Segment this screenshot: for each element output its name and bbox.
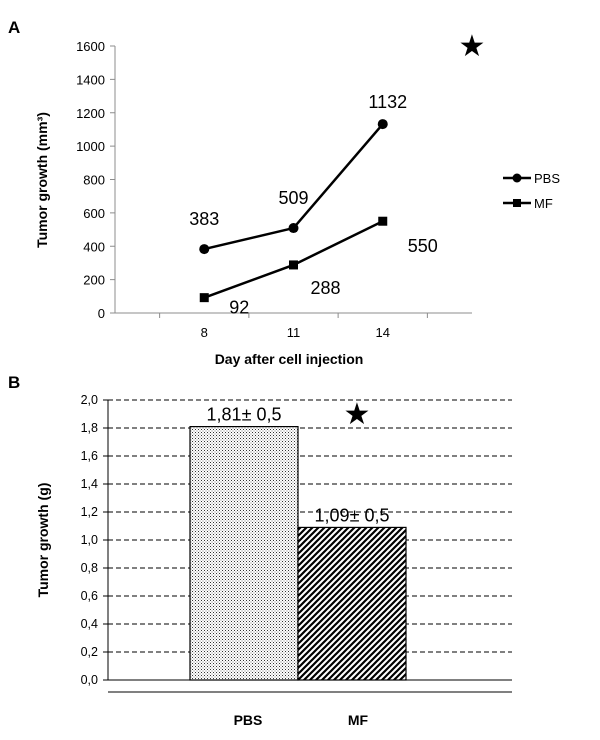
panel-b-letter: B bbox=[8, 373, 21, 392]
panel-a-data-label-mf: 92 bbox=[229, 297, 250, 318]
panel-b-y-tick-label: 0,2 bbox=[80, 645, 98, 659]
panel-b-y-tick-label: 1,8 bbox=[80, 421, 98, 435]
panel-a-point-mf bbox=[289, 260, 298, 269]
panel-a-y-tick-label: 600 bbox=[83, 205, 105, 221]
panel-a-legend bbox=[503, 171, 560, 211]
panel-b-y-tick-label: 1,0 bbox=[80, 533, 98, 547]
panel-a-y-tick-label: 1200 bbox=[76, 105, 105, 121]
panel-a-x-axis-title: Day after cell injection bbox=[214, 351, 364, 367]
panel-b-y-tick-label: 2,0 bbox=[80, 393, 98, 407]
panel-b-data-label-mf: 1,09± 0,5 bbox=[314, 505, 390, 526]
panel-a-data-label-pbs: 383 bbox=[189, 209, 220, 230]
panel-a-point-pbs bbox=[289, 223, 299, 233]
panel-b-y-tick-label: 0,4 bbox=[80, 617, 98, 631]
panel-b-y-ticks bbox=[81, 393, 108, 687]
panel-b-y-tick-label: 1,4 bbox=[80, 477, 98, 491]
panel-a-data-label-pbs: 1132 bbox=[368, 92, 408, 113]
panel-a-legend-marker-mf bbox=[513, 199, 521, 207]
panel-a-y-tick-label: 200 bbox=[83, 272, 105, 288]
panel-a-data-label-mf: 288 bbox=[310, 277, 341, 298]
panel-a-y-ticks bbox=[76, 39, 115, 321]
panel-b-bars bbox=[190, 427, 406, 680]
panel-a-y-tick-label: 1000 bbox=[76, 139, 105, 155]
panel-a-x-tick-label: 11 bbox=[286, 325, 301, 340]
panel-a-series bbox=[199, 119, 388, 302]
panel-b bbox=[8, 373, 512, 728]
panel-a bbox=[8, 18, 560, 367]
panel-a-data-label-mf: 550 bbox=[407, 236, 438, 257]
panel-b-significance-star: ★ bbox=[343, 398, 371, 431]
panel-a-y-tick-label: 800 bbox=[83, 172, 105, 188]
panel-a-legend-label-mf: MF bbox=[534, 196, 553, 211]
panel-a-y-tick-label: 0 bbox=[97, 306, 105, 321]
panel-a-data-label-pbs: 509 bbox=[278, 188, 309, 209]
panel-b-category-label-mf: MF bbox=[347, 712, 369, 728]
panel-b-y-tick-label: 1,6 bbox=[80, 449, 98, 463]
panel-a-legend-label-pbs: PBS bbox=[534, 171, 561, 186]
panel-b-category-label-pbs: PBS bbox=[233, 712, 263, 728]
panel-b-y-tick-label: 0,6 bbox=[80, 589, 98, 603]
panel-a-letter: A bbox=[8, 18, 21, 37]
panel-a-y-tick-label: 400 bbox=[83, 239, 105, 255]
panel-a-y-tick-label: 1400 bbox=[76, 72, 105, 88]
panel-b-bar-pbs bbox=[190, 427, 298, 680]
panel-a-x-ticks bbox=[160, 313, 428, 340]
panel-a-x-tick-label: 14 bbox=[375, 325, 390, 340]
panel-b-y-tick-label: 1,2 bbox=[80, 505, 98, 519]
panel-a-significance-star: ★ bbox=[458, 30, 486, 63]
panel-a-y-axis-title: Tumor growth (mm³) bbox=[34, 112, 50, 248]
panel-b-data-label-pbs: 1,81± 0,5 bbox=[206, 404, 282, 425]
panel-a-x-tick-label: 8 bbox=[200, 325, 208, 340]
panel-b-y-axis-title: Tumor growth (g) bbox=[35, 482, 51, 598]
panel-a-y-tick-label: 1600 bbox=[76, 39, 105, 54]
panel-a-point-pbs bbox=[378, 119, 388, 129]
panel-b-y-tick-label: 0,8 bbox=[80, 561, 98, 575]
panel-a-point-pbs bbox=[199, 244, 209, 254]
panel-a-point-mf bbox=[378, 217, 387, 226]
panel-a-point-mf bbox=[200, 293, 209, 302]
panel-b-category-labels bbox=[234, 712, 369, 728]
panel-b-y-tick-label: 0,0 bbox=[80, 673, 98, 687]
panel-a-legend-marker-pbs bbox=[513, 174, 522, 183]
panel-b-bar-mf bbox=[298, 527, 406, 680]
